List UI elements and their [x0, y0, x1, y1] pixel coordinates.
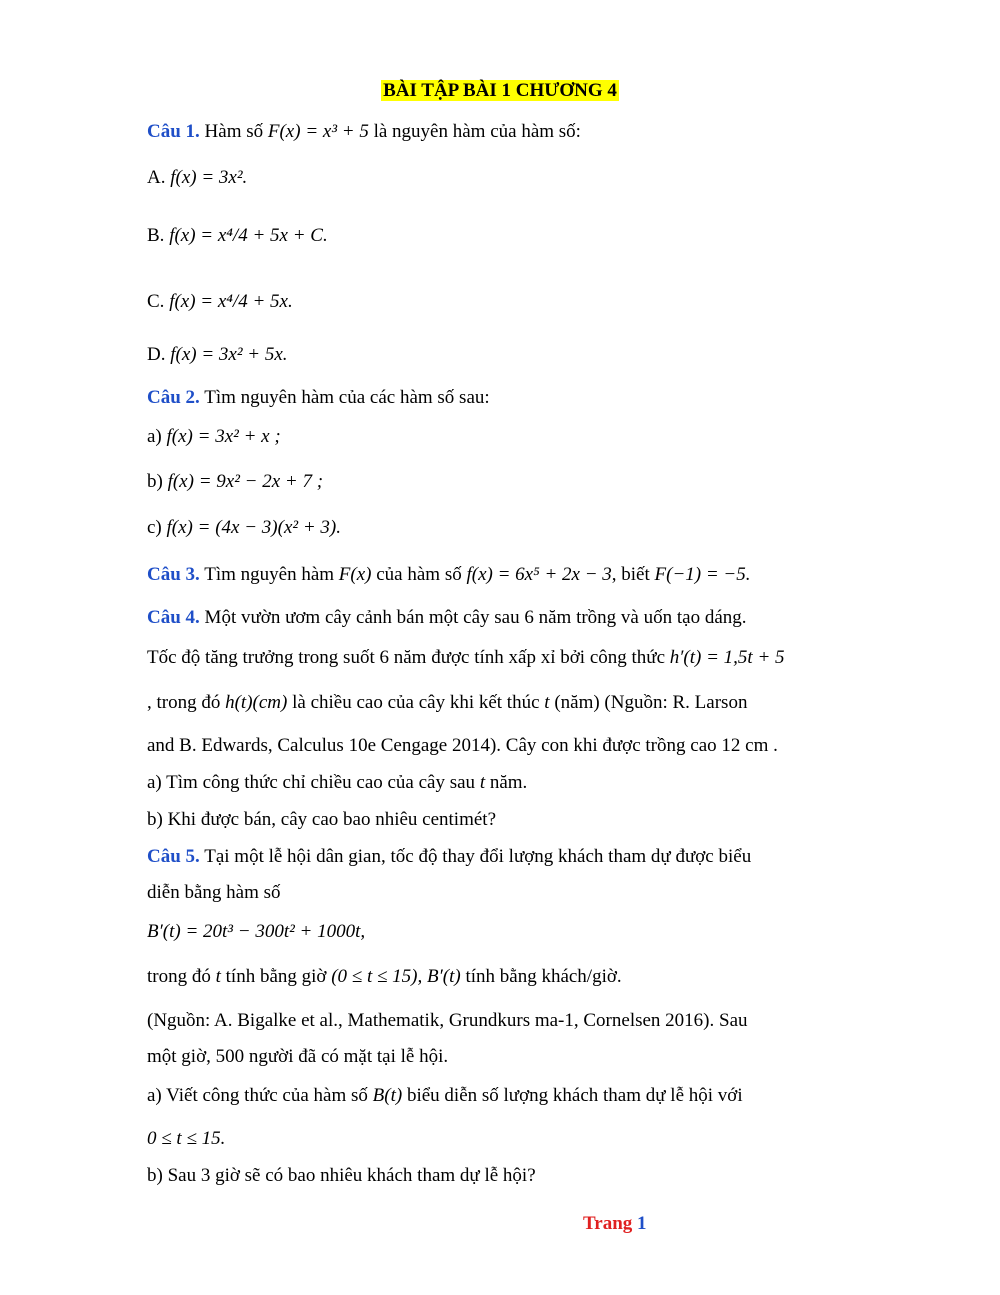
q5-line4-t: t: [215, 966, 221, 987]
item-label: c): [147, 517, 162, 538]
q5-line4: [147, 965, 622, 989]
q4-line1-text: Một vườn ươm cây cảnh bán một cây sau 6 năm trồng và uốn tạo dáng.: [204, 607, 747, 628]
option-expr: f(x) = x⁴/4 + 5x.: [169, 291, 293, 312]
page-footer: [583, 1213, 647, 1235]
q2-line: [147, 386, 490, 410]
q1-text-before: Hàm số: [204, 121, 264, 142]
q5-line5-text: (Nguồn: A. Bigalke et al., Mathematik, Grundkurs ma-1, Cornelsen 2016). Sau: [147, 1010, 748, 1031]
q3-text3: , biết: [611, 564, 650, 585]
q1-label: Câu 1.: [147, 121, 200, 142]
q4-a-t: t: [479, 772, 486, 793]
q5-line1: [147, 845, 751, 869]
item-label: b): [147, 471, 163, 492]
item-label: a): [147, 426, 162, 447]
q4-line3-c: (năm) (Nguồn: R. Larson: [554, 692, 748, 713]
q5-line6-text: một giờ, 500 người đã có mặt tại lễ hội.: [147, 1046, 449, 1067]
q4-line4-expr: 12 cm .: [721, 735, 778, 756]
q4-line4: [147, 734, 778, 758]
q3-text1: Tìm nguyên hàm: [204, 564, 335, 585]
q1-option-a: [147, 166, 247, 190]
q4-part-a: [147, 771, 527, 795]
q3-expr3: F(−1) = −5.: [654, 564, 751, 585]
q2-item-b: [147, 470, 323, 494]
page-title-wrap: [0, 80, 1000, 102]
q4-line3-t: t: [544, 692, 550, 713]
q4-line3-b: là chiều cao của cây khi kết thúc: [292, 692, 540, 713]
q4-line2: [147, 646, 785, 670]
q5-line5: [147, 1009, 748, 1033]
q5-line2: [147, 881, 281, 905]
q3-line: [147, 563, 751, 587]
q5-line4-b: tính bằng giờ: [225, 966, 327, 987]
option-expr: f(x) = x⁴/4 + 5x + C.: [169, 225, 328, 246]
q1-option-b: [147, 224, 328, 248]
q4-line3-a: , trong đó: [147, 692, 221, 713]
q5-formula-line: [147, 920, 365, 944]
q5-a-range: 0 ≤ t ≤ 15.: [147, 1128, 226, 1149]
item-expr: f(x) = 3x² + x ;: [166, 426, 281, 447]
q4-line3: [147, 691, 747, 715]
q3-expr2: f(x) = 6x⁵ + 2x − 3: [466, 564, 612, 585]
option-label: D.: [147, 344, 166, 365]
q5-line4-c: tính bằng khách/giờ.: [465, 966, 622, 987]
q5-line1-text: Tại một lễ hội dân gian, tốc độ thay đổi lượng khách tham dự được biểu: [204, 846, 752, 867]
q5-label: Câu 5.: [147, 846, 200, 867]
q4-line2-expr: h′(t) = 1,5t + 5: [669, 647, 785, 668]
q5-line4-a: trong đó: [147, 966, 211, 987]
q5-part-a: [147, 1084, 743, 1108]
q4-line4-text: and B. Edwards, Calculus 10e Cengage 2014). Cây con khi được trồng cao: [147, 735, 717, 756]
q4-label: Câu 4.: [147, 607, 200, 628]
q4-a-text: a) Tìm công thức chỉ chiều cao của cây sau: [147, 772, 476, 793]
option-expr: f(x) = 3x² + 5x.: [170, 344, 288, 365]
q1-option-d: [147, 343, 288, 367]
q2-label: Câu 2.: [147, 387, 200, 408]
q4-part-b: [147, 808, 496, 832]
q5-line6: [147, 1045, 448, 1069]
option-label: C.: [147, 291, 165, 312]
q1-text-after: là nguyên hàm của hàm số:: [373, 121, 581, 142]
q5-part-b: [147, 1164, 536, 1188]
q2-item-a: [147, 425, 281, 449]
q3-label: Câu 3.: [147, 564, 200, 585]
q5-line4-expr: (0 ≤ t ≤ 15), B′(t): [331, 966, 461, 987]
q3-text2: của hàm số: [376, 564, 462, 585]
q5-part-a-range: [147, 1127, 225, 1151]
q3-expr1: F(x): [338, 564, 372, 585]
option-label: A.: [147, 167, 166, 188]
option-label: B.: [147, 225, 165, 246]
page-number: 1: [637, 1213, 647, 1234]
item-expr: f(x) = 9x² − 2x + 7 ;: [167, 471, 324, 492]
option-expr: f(x) = 3x².: [170, 167, 248, 188]
q5-a-expr: B(t): [372, 1085, 403, 1106]
q5-line2-text: diễn bằng hàm số: [147, 882, 281, 903]
item-expr: f(x) = (4x − 3)(x² + 3).: [166, 517, 341, 538]
q5-a-text: a) Viết công thức của hàm số: [147, 1085, 368, 1106]
q1-line: [147, 120, 581, 144]
page-title: BÀI TẬP BÀI 1 CHƯƠNG 4: [383, 80, 617, 101]
q4-line3-expr: h(t)(cm): [225, 692, 288, 713]
q4-line2-text: Tốc độ tăng trưởng trong suốt 6 năm được tính xấp xỉ bởi công thức: [147, 647, 666, 668]
q5-formula: B′(t) = 20t³ − 300t² + 1000t,: [147, 921, 366, 942]
q1-expr: F(x) = x³ + 5: [267, 121, 369, 142]
q2-item-c: [147, 516, 341, 540]
q4-line1: [147, 606, 747, 630]
page-label: Trang: [583, 1213, 633, 1234]
q2-text: Tìm nguyên hàm của các hàm số sau:: [204, 387, 490, 408]
q5-b-text: b) Sau 3 giờ sẽ có bao nhiêu khách tham dự lễ hội?: [147, 1165, 536, 1186]
q5-a-end: biểu diễn số lượng khách tham dự lễ hội với: [406, 1085, 743, 1106]
q1-option-c: [147, 290, 293, 314]
q4-a-end: năm.: [489, 772, 528, 793]
q4-b-text: b) Khi được bán, cây cao bao nhiêu centimét?: [147, 809, 497, 830]
